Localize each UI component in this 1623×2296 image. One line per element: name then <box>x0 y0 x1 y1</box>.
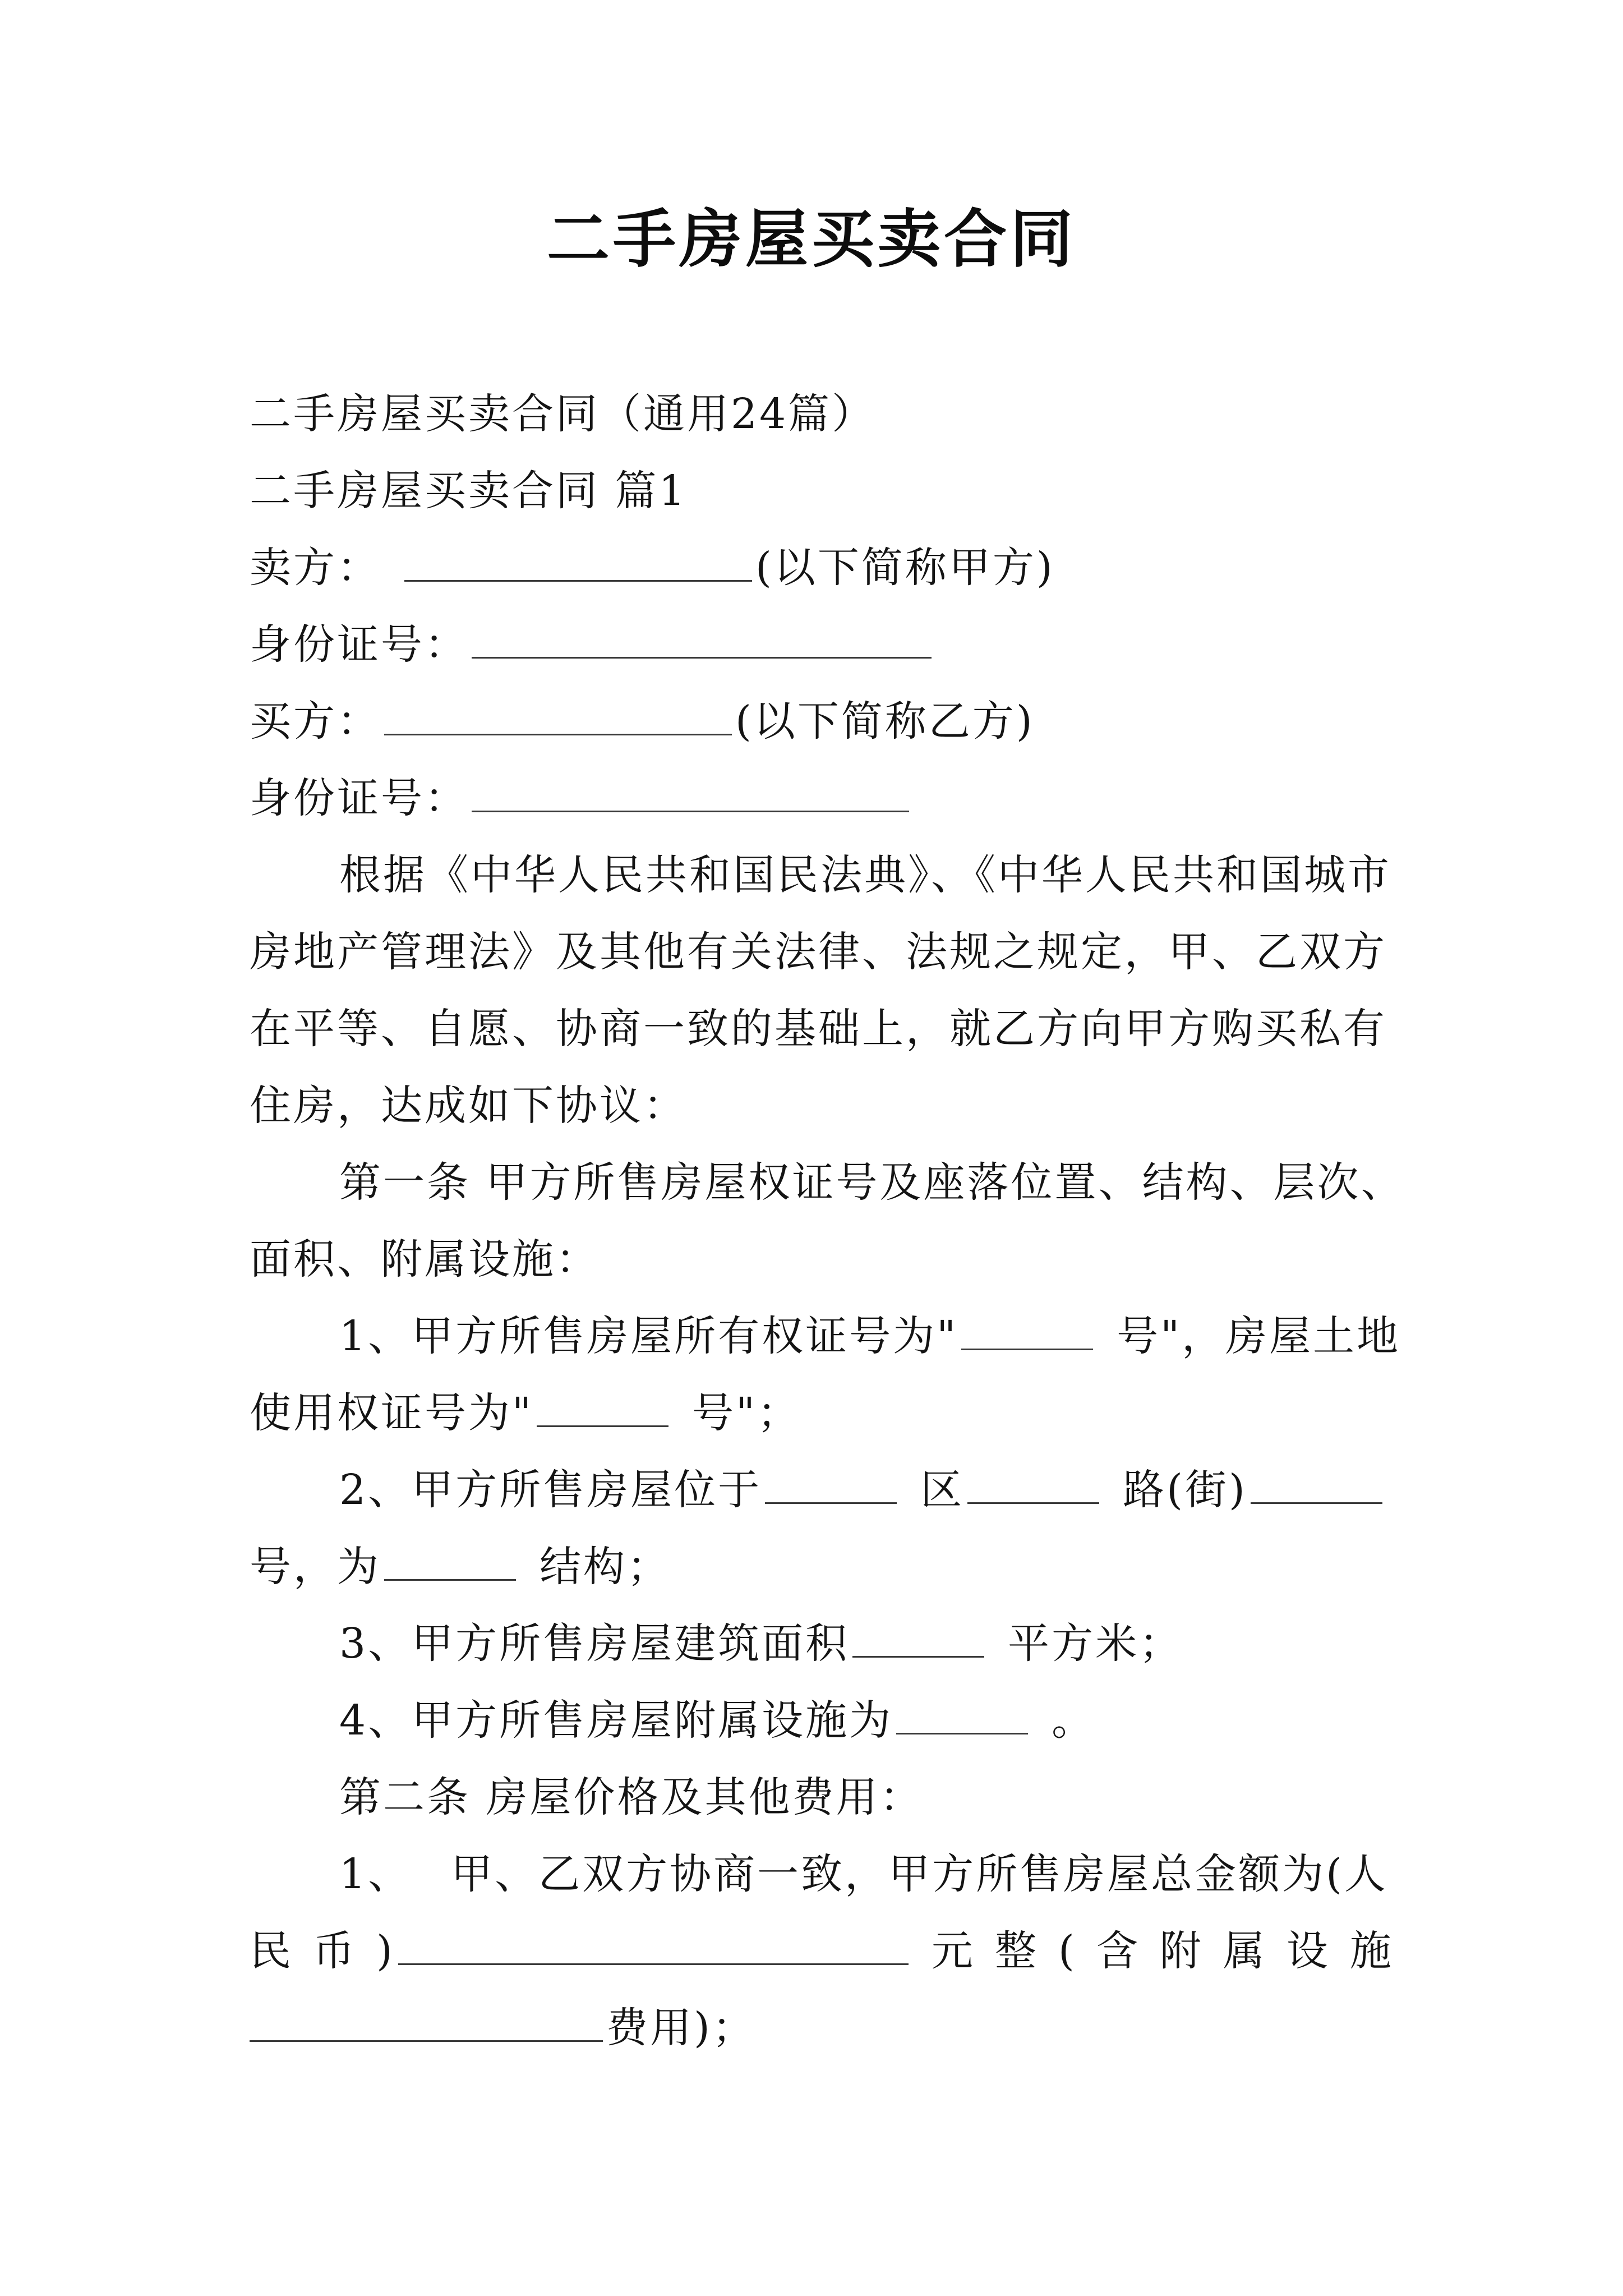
area-blank <box>852 1648 984 1658</box>
item-2-text: 2、甲方所售房屋位于 <box>339 1466 762 1514</box>
justified-char: 施 <box>1349 1927 1394 1975</box>
buyer-suffix: (以下简称乙方) <box>735 697 1035 746</box>
section-heading: 二手房屋买卖合同 篇1 <box>250 467 688 515</box>
item-1-line <box>250 1298 1401 1375</box>
road-blank <box>967 1494 1099 1504</box>
intro-paragraph-line: 房地产管理法》及其他有关法律、法规之规定，甲、乙双方 <box>250 928 1387 976</box>
district-blank <box>765 1494 897 1504</box>
seller-id-line <box>250 606 1394 683</box>
facilities-fee-blank <box>250 2032 603 2042</box>
item-4-line <box>250 1682 1394 1759</box>
item-3-text: 3、甲方所售房屋建筑面积 <box>339 1619 850 1668</box>
item-2-text-2: 号，为 <box>250 1543 381 1591</box>
item-3-unit: 平方米； <box>1008 1619 1183 1668</box>
seller-id-blank <box>472 648 932 659</box>
intro-paragraph-line: 在平等、自愿、协商一致的基础上，就乙方向甲方购买私有 <box>250 1005 1387 1053</box>
id-label-2: 身份证号： <box>250 774 468 822</box>
item-2-structure: 结构； <box>540 1543 671 1591</box>
buyer-label: 买方： <box>250 697 381 746</box>
amount-group <box>376 1913 912 1990</box>
ownership-cert-blank <box>961 1340 1093 1350</box>
item-1-text-4: 号"； <box>692 1389 801 1437</box>
justified-char: 民 <box>250 1927 293 1975</box>
justified-char: 元 <box>931 1927 975 1975</box>
justified-char: 附 <box>1159 1927 1204 1975</box>
item-2-road: 路(街) <box>1123 1466 1247 1514</box>
price-amount-line-cont <box>250 1990 1394 2067</box>
number-blank <box>1251 1494 1382 1504</box>
seller-line <box>250 530 1394 606</box>
document-body <box>250 376 1405 2067</box>
seller-label: 卖方： <box>250 544 381 592</box>
total-amount-blank <box>398 1955 909 1965</box>
structure-blank <box>384 1571 516 1581</box>
intro-paragraph-line: 根据《中华人民共和国民法典》、《中华人民共和国城市 <box>339 851 1391 899</box>
buyer-blank <box>384 725 732 735</box>
price-item-number: 1、 <box>339 1850 412 1898</box>
land-cert-blank <box>537 1417 668 1427</box>
buyer-id-line <box>250 760 1394 837</box>
seller-blank <box>404 572 752 582</box>
justified-char: 含 <box>1096 1927 1140 1975</box>
item-2-line <box>250 1452 1394 1529</box>
seller-suffix: (以下简称甲方) <box>755 544 1055 592</box>
justified-char: ) <box>376 1927 395 1975</box>
item-3-line <box>250 1605 1394 1682</box>
article-1-heading-cont: 面积、附属设施： <box>250 1235 600 1283</box>
item-1-text-3: 使用权证号为" <box>250 1389 534 1437</box>
justified-char: 属 <box>1223 1927 1267 1975</box>
item-1-text-2: 号"，房屋土地 <box>1117 1312 1401 1360</box>
price-amount-line <box>250 1913 1394 1990</box>
justified-char: ( <box>1058 1927 1077 1975</box>
intro-paragraph-line: 住房，达成如下协议： <box>250 1082 687 1130</box>
price-item-end: 费用)； <box>606 2004 756 2052</box>
justified-char: 整 <box>994 1927 1039 1975</box>
article-2-heading: 第二条 房屋价格及其他费用： <box>339 1773 924 1821</box>
article-1-heading: 第一条 甲方所售房屋权证号及座落位置、结构、层次、 <box>339 1158 1405 1207</box>
facilities-blank <box>896 1724 1028 1734</box>
document-title: 二手房屋买卖合同 <box>547 203 1076 276</box>
item-2-district: 区 <box>920 1466 965 1514</box>
buyer-id-blank <box>472 802 909 812</box>
item-2-line-cont <box>250 1529 1394 1605</box>
item-4-period: 。 <box>1052 1696 1096 1745</box>
price-item-text: 甲、乙双方协商一致，甲方所售房屋总金额为(人 <box>451 1850 1388 1898</box>
justified-char: 币 <box>313 1927 357 1975</box>
item-1-text: 1、甲方所售房屋所有权证号为" <box>339 1312 958 1360</box>
item-4-text: 4、甲方所售房屋附属设施为 <box>339 1696 893 1745</box>
id-label: 身份证号： <box>250 620 468 669</box>
justified-char: 设 <box>1286 1927 1330 1975</box>
subtitle-line: 二手房屋买卖合同（通用24篇） <box>250 390 876 438</box>
price-item-line <box>250 1836 1394 1913</box>
item-1-line-cont <box>250 1375 1394 1452</box>
buyer-line <box>250 683 1394 760</box>
